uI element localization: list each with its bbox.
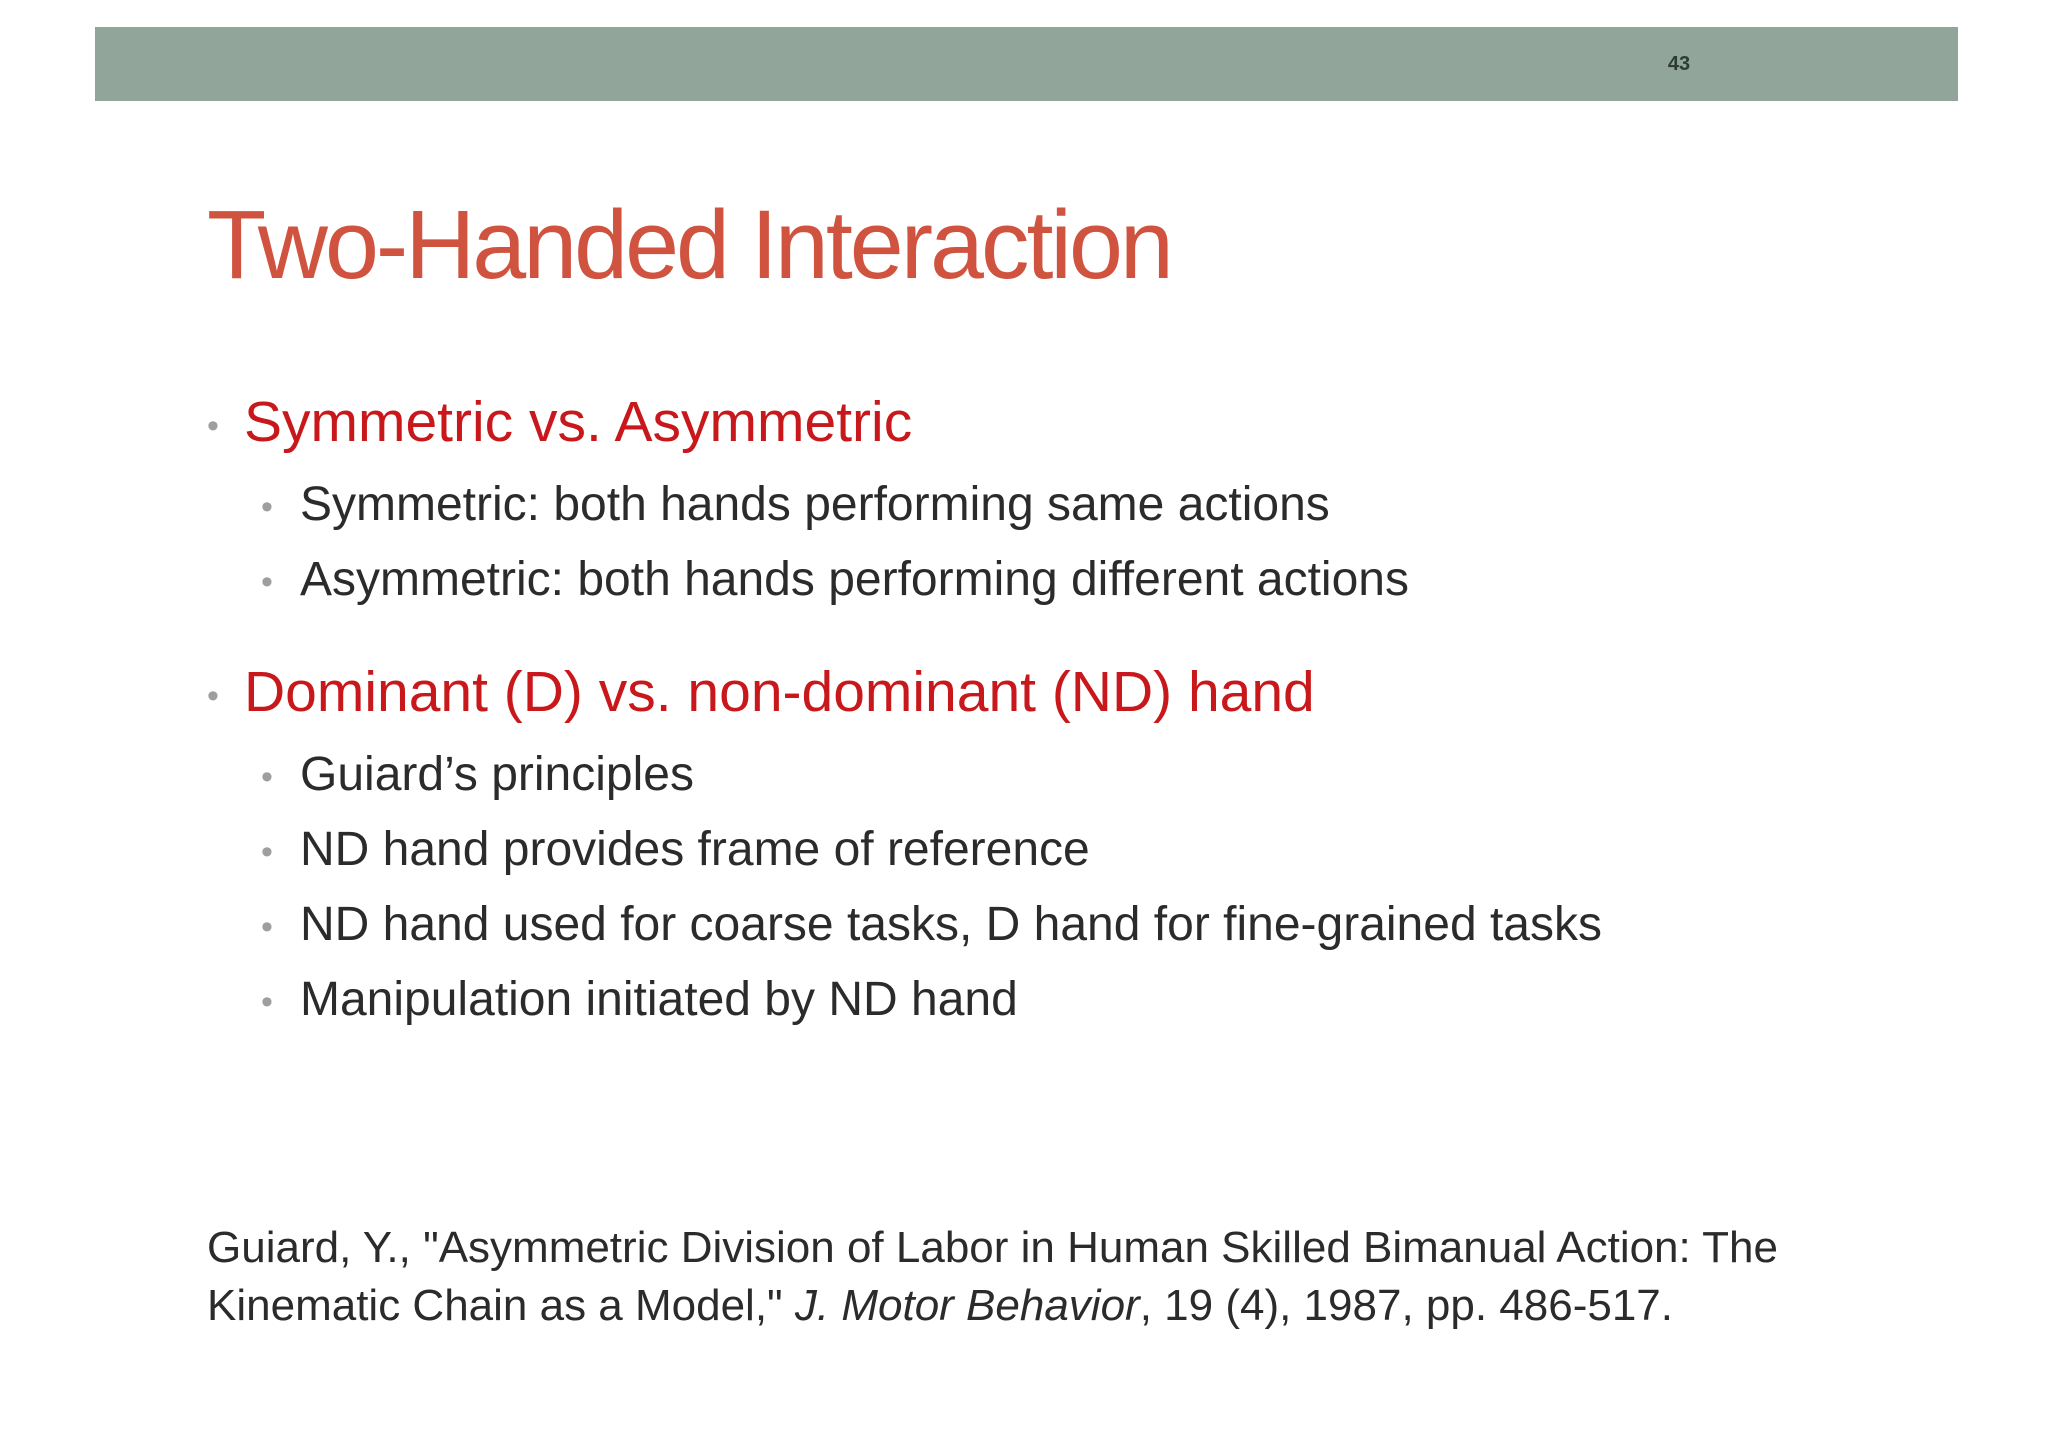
bullet-dot-icon: • (207, 676, 219, 715)
sub-bullet-text: ND hand used for coarse tasks, D hand for fine-grained tasks (300, 898, 1602, 951)
sub-bullet-symmetric (261, 477, 1330, 535)
bullet-dot-icon: • (207, 406, 219, 445)
bullet-text: Dominant (D) vs. non-dominant (ND) hand (244, 660, 1315, 724)
sub-bullet-frame-of-reference (261, 822, 1090, 880)
sub-bullet-text: Guiard’s principles (300, 748, 694, 801)
bullet-dot-icon: • (261, 833, 273, 872)
slide-number: 43 (1667, 53, 1691, 75)
citation-volume-pages: , 19 (4), 1987, pp. 486-517. (1139, 1281, 1673, 1330)
bullet-dot-icon: • (261, 908, 273, 947)
slide-title: Two-Handed Interaction (207, 190, 1171, 299)
bullet-dot-icon: • (261, 563, 273, 602)
sub-bullet-text: Symmetric: both hands performing same actions (300, 478, 1330, 531)
bullet-dot-icon: • (261, 758, 273, 797)
bullet-dominant-vs-nondominant (207, 659, 1315, 729)
sub-bullet-text: Asymmetric: both hands performing different actions (300, 553, 1409, 606)
bullet-text: Symmetric vs. Asymmetric (244, 390, 913, 454)
sub-bullet-text: Manipulation initiated by ND hand (300, 973, 1018, 1026)
sub-bullet-text: ND hand provides frame of reference (300, 823, 1090, 876)
citation-authors-title: Guiard, Y., "Asymmetric Division of Labor in Human Skilled Bimanual Action: The Kinematic Chain as a Model," (207, 1223, 1779, 1330)
sub-bullet-coarse-fine-tasks (261, 897, 1602, 955)
citation-journal: J. Motor Behavior (794, 1281, 1140, 1330)
bullet-dot-icon: • (261, 488, 273, 527)
sub-bullet-guiard-principles (261, 747, 694, 805)
bullet-dot-icon: • (261, 983, 273, 1022)
sub-bullet-asymmetric (261, 552, 1409, 610)
bullet-symmetric-vs-asymmetric (207, 389, 912, 459)
citation (207, 1219, 1947, 1335)
sub-bullet-manipulation-initiated (261, 972, 1018, 1030)
